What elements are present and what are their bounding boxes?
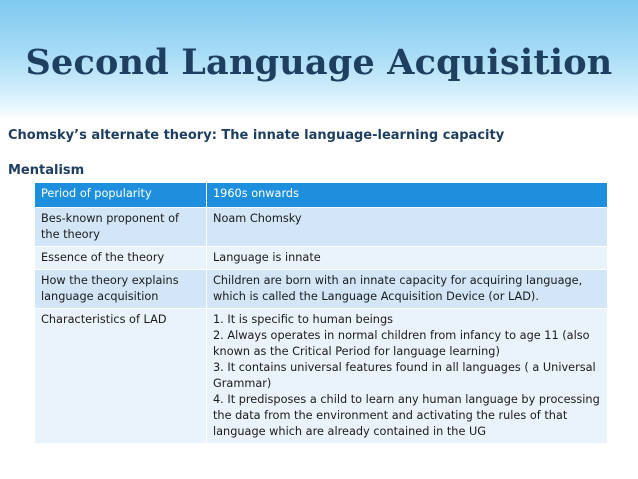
lad-characteristic: 3. It contains universal features found in all languages ( a Universal Grammar) [213,361,596,390]
row-label: Period of popularity [35,183,207,208]
row-value: Noam Chomsky [207,208,608,247]
row-value: Children are born with an innate capacity for acquiring language, which is called the Language Acquisition Device (or LAD). [207,270,608,309]
row-label: Bes-known proponent of the theory [35,208,207,247]
row-label: How the theory explains language acquisition [35,270,207,309]
table-row [35,270,608,309]
row-value: Language is innate [207,247,608,270]
table-row [35,247,608,270]
theory-table [34,182,607,444]
table-row [35,309,608,444]
table-row [35,183,608,208]
lad-characteristic: 1. It is specific to human beings [213,313,394,326]
lad-characteristic: 4. It predisposes a child to learn any human language by processing the data from the environment and activating the rules of that language which are already contained in the UG [213,393,600,438]
slide-title: Second Language Acquisition [25,42,613,83]
row-label: Essence of the theory [35,247,207,270]
slide-subtitle: Chomsky’s alternate theory: The innate language-learning capacity [8,128,505,143]
section-label: Mentalism [8,163,85,178]
table-row [35,208,608,247]
lad-characteristic: 2. Always operates in normal children from infancy to age 11 (also known as the Critical Period for language learning) [213,329,590,358]
row-label: Characteristics of LAD [35,309,207,444]
row-value: 1960s onwards [207,183,608,208]
row-value [207,309,608,444]
